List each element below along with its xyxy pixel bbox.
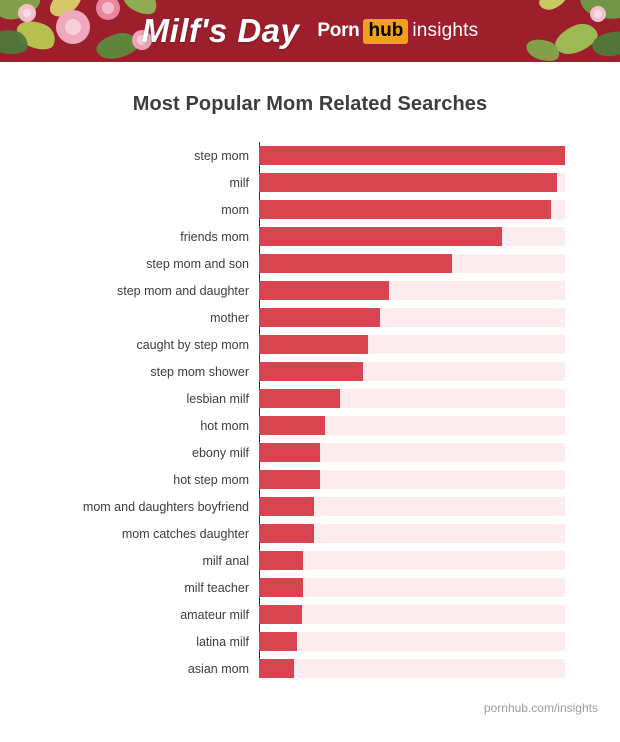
chart-row bbox=[202, 547, 565, 574]
bar-label: mom bbox=[221, 202, 249, 217]
bar-track bbox=[259, 470, 565, 489]
bar-label: mom catches daughter bbox=[121, 526, 249, 541]
bar-label: step mom and son bbox=[146, 256, 249, 271]
chart-row bbox=[196, 628, 565, 655]
source-credit: pornhub.com/insights bbox=[483, 701, 598, 715]
chart-row bbox=[187, 655, 565, 682]
bar-track-wrap bbox=[259, 169, 565, 196]
chart-row bbox=[192, 439, 565, 466]
bar-label: step mom and daughter bbox=[116, 283, 249, 298]
bar-label: milf bbox=[229, 175, 249, 190]
bar-track-wrap bbox=[259, 196, 565, 223]
bar-track bbox=[259, 578, 565, 597]
bar-label: milf anal bbox=[202, 553, 249, 568]
bar-track-wrap bbox=[259, 493, 565, 520]
bar-track-wrap bbox=[259, 412, 565, 439]
bar-track bbox=[259, 227, 565, 246]
bar-track bbox=[259, 443, 565, 462]
bar-track-wrap bbox=[259, 655, 565, 682]
bar-label: step mom bbox=[194, 148, 249, 163]
header-banner bbox=[0, 0, 620, 62]
bar-track bbox=[259, 254, 565, 273]
bar bbox=[259, 605, 302, 624]
bar-label: asian mom bbox=[187, 661, 249, 676]
bar-track-wrap bbox=[259, 574, 565, 601]
bar-track bbox=[259, 389, 565, 408]
bar-track bbox=[259, 146, 565, 165]
bar-label: ebony milf bbox=[192, 445, 249, 460]
chart-row bbox=[186, 385, 565, 412]
logo-text-hub: hub bbox=[363, 19, 408, 44]
bar-label: lesbian milf bbox=[186, 391, 249, 406]
bar-label: caught by step mom bbox=[136, 337, 249, 352]
bar-track bbox=[259, 281, 565, 300]
bar bbox=[259, 335, 368, 354]
bar-track bbox=[259, 308, 565, 327]
bar-track-wrap bbox=[259, 358, 565, 385]
chart-row bbox=[210, 304, 565, 331]
bar-track-wrap bbox=[259, 223, 565, 250]
chart-row bbox=[229, 169, 565, 196]
bar-track-wrap bbox=[259, 466, 565, 493]
bar-label: hot mom bbox=[200, 418, 249, 433]
bar-label: step mom shower bbox=[150, 364, 249, 379]
bar-track-wrap bbox=[259, 331, 565, 358]
chart-row bbox=[194, 142, 565, 169]
chart-row bbox=[146, 250, 565, 277]
bar bbox=[259, 551, 303, 570]
bar bbox=[259, 362, 363, 381]
bar bbox=[259, 497, 314, 516]
bar-track-wrap bbox=[259, 439, 565, 466]
logo-text-insights: insights bbox=[412, 20, 479, 41]
bar-track bbox=[259, 632, 565, 651]
bar-track bbox=[259, 659, 565, 678]
chart-row bbox=[180, 601, 565, 628]
bar-track-wrap bbox=[259, 277, 565, 304]
bar-track bbox=[259, 335, 565, 354]
chart-row bbox=[221, 196, 565, 223]
chart-title: Most Popular Mom Related Searches bbox=[132, 93, 488, 115]
bar-label: mother bbox=[210, 310, 249, 325]
bar-chart bbox=[0, 142, 620, 682]
bar-track-wrap bbox=[259, 385, 565, 412]
chart-row bbox=[82, 493, 565, 520]
chart-row bbox=[200, 412, 565, 439]
bar-track-wrap bbox=[259, 628, 565, 655]
bar-track bbox=[259, 524, 565, 543]
banner-title: Milf's Day bbox=[141, 12, 300, 49]
bar bbox=[259, 578, 303, 597]
bar-label: amateur milf bbox=[180, 607, 249, 622]
chart-row bbox=[121, 520, 565, 547]
bar bbox=[259, 524, 314, 543]
chart-row bbox=[116, 277, 565, 304]
chart-row bbox=[180, 223, 565, 250]
chart-row bbox=[184, 574, 565, 601]
bar-track bbox=[259, 497, 565, 516]
bar bbox=[259, 173, 557, 192]
bar-track-wrap bbox=[259, 520, 565, 547]
logo-text-porn: Porn bbox=[317, 20, 360, 41]
bar-track-wrap bbox=[259, 304, 565, 331]
bar-track-wrap bbox=[259, 547, 565, 574]
bar-track bbox=[259, 200, 565, 219]
bar-track bbox=[259, 362, 565, 381]
bar bbox=[259, 659, 294, 678]
bar bbox=[259, 416, 325, 435]
bar-label: mom and daughters boyfriend bbox=[82, 499, 249, 514]
bar-track-wrap bbox=[259, 142, 565, 169]
bar bbox=[259, 146, 565, 165]
chart-row bbox=[136, 331, 565, 358]
bar-label: milf teacher bbox=[184, 580, 249, 595]
bar-label: hot step mom bbox=[173, 472, 249, 487]
bar bbox=[259, 227, 502, 246]
bar bbox=[259, 308, 380, 327]
bar bbox=[259, 254, 452, 273]
bar-track bbox=[259, 551, 565, 570]
bar-track bbox=[259, 173, 565, 192]
bar bbox=[259, 632, 297, 651]
bar-track-wrap bbox=[259, 601, 565, 628]
bar bbox=[259, 443, 320, 462]
bar bbox=[259, 389, 340, 408]
bar-track bbox=[259, 605, 565, 624]
bar bbox=[259, 200, 551, 219]
chart-row bbox=[173, 466, 565, 493]
bar-track-wrap bbox=[259, 250, 565, 277]
bar-label: friends mom bbox=[180, 229, 249, 244]
bar bbox=[259, 470, 320, 489]
pornhub-insights-logo bbox=[317, 19, 478, 44]
bar bbox=[259, 281, 389, 300]
chart-row bbox=[150, 358, 565, 385]
bar-label: latina milf bbox=[196, 634, 249, 649]
bar-track bbox=[259, 416, 565, 435]
